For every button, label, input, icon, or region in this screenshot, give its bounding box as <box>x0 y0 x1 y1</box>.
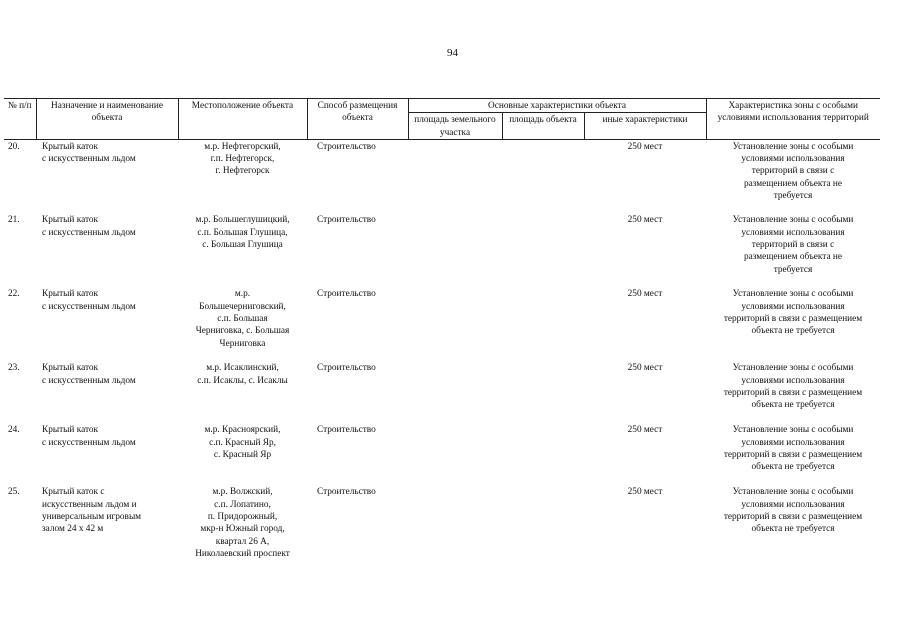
object-name-text: Крытый каток с искусственным льдом и универсальным игровым залом 24 х 42 м <box>42 487 142 535</box>
header-name: Назначение и наименование объекта <box>36 99 178 140</box>
zone-characteristic-text: Установление зоны с особыми условиями использования территорий в связи с размещением объекта не требуется <box>732 141 854 202</box>
placement-method: Строительство <box>317 363 376 374</box>
zone-characteristic <box>706 423 880 485</box>
object-name-text: Крытый каток с искусственным льдом <box>42 141 136 165</box>
table-row <box>4 423 880 485</box>
table-header <box>4 99 880 140</box>
object-area <box>502 485 584 565</box>
other-characteristics: 250 мест <box>627 289 663 300</box>
object-location-text: м.р. Большеглушицкий, с.п. Большая Глушица, с. Большая Глушица <box>195 215 290 250</box>
header-other-characteristics: иные характеристики <box>584 113 706 140</box>
row-number: 23. <box>8 363 20 374</box>
object-name <box>36 485 178 565</box>
zone-characteristic-text: Установление зоны с особыми условиями использования территорий в связи с размещением объекта не требуется <box>723 487 863 535</box>
object-location-text: м.р. Красноярский, с.п. Красный Яр, с. Красный Яр <box>204 425 281 460</box>
header-object-area: площадь объекта <box>502 113 584 140</box>
zone-characteristic-text: Установление зоны с особыми условиями использования территорий в связи с размещением объекта не требуется <box>723 363 863 411</box>
land-area <box>408 139 502 213</box>
other-characteristics: 250 мест <box>627 487 663 498</box>
table-row <box>4 287 880 361</box>
object-location-text: м.р. Волжский, с.п. Лопатино, п. Придорожный, мкр-н Южный город, квартал 26 А, Николаевский проспект <box>195 487 290 559</box>
object-area <box>502 287 584 361</box>
other-characteristics: 250 мест <box>627 141 663 152</box>
row-number: 22. <box>8 289 20 300</box>
row-number: 24. <box>8 425 20 436</box>
table-body <box>4 139 880 565</box>
zone-characteristic-text: Установление зоны с особыми условиями использования территорий в связи с размещением объекта не требуется <box>732 215 854 275</box>
placement-method: Строительство <box>317 289 376 300</box>
object-location-text: м.р. Нефтегорский, г.п. Нефтегорск, г. Нефтегорск <box>204 141 281 177</box>
header-main-characteristics: Основные характеристики объекта <box>408 99 706 113</box>
table-row <box>4 361 880 423</box>
object-location <box>178 485 307 565</box>
zone-characteristic <box>706 485 880 565</box>
object-location <box>178 423 307 485</box>
header-zone: Характеристика зоны с особыми условиями использования территорий <box>706 99 880 140</box>
other-characteristics: 250 мест <box>627 215 663 226</box>
table-row <box>4 139 880 213</box>
header-num: № п/п <box>4 99 36 140</box>
zone-characteristic-text: Установление зоны с особыми условиями использования территорий в связи с размещением объекта не требуется <box>723 425 863 473</box>
object-name-text: Крытый каток с искусственным льдом <box>42 363 136 386</box>
objects-table <box>4 98 880 565</box>
row-number: 21. <box>8 215 20 226</box>
object-name <box>36 287 178 361</box>
object-area <box>502 213 584 287</box>
object-location-text: м.р. Исаклинский, с.п. Исаклы, с. Исаклы <box>197 363 288 386</box>
land-area <box>408 287 502 361</box>
placement-method: Строительство <box>317 215 376 226</box>
object-location <box>178 139 307 213</box>
object-area <box>502 139 584 213</box>
land-area <box>408 213 502 287</box>
object-area <box>502 361 584 423</box>
object-location-text: м.р. Большечерниговский, с.п. Большая Черниговка, с. Большая Черниговка <box>195 289 290 349</box>
object-area <box>502 423 584 485</box>
object-name <box>36 213 178 287</box>
table-row <box>4 213 880 287</box>
land-area <box>408 485 502 565</box>
zone-characteristic <box>706 139 880 213</box>
zone-characteristic <box>706 287 880 361</box>
zone-characteristic <box>706 213 880 287</box>
header-location: Местоположение объекта <box>178 99 307 140</box>
page-number: 94 <box>447 47 458 59</box>
header-land-area: площадь земельного участка <box>408 113 502 140</box>
object-name-text: Крытый каток с искусственным льдом <box>42 289 136 312</box>
table-row <box>4 485 880 565</box>
object-name <box>36 139 178 213</box>
other-characteristics: 250 мест <box>627 363 663 374</box>
land-area <box>408 423 502 485</box>
other-characteristics: 250 мест <box>627 425 663 436</box>
object-name <box>36 423 178 485</box>
placement-method: Строительство <box>317 141 376 152</box>
object-location <box>178 361 307 423</box>
header-method: Способ размещения объекта <box>307 99 408 140</box>
zone-characteristic <box>706 361 880 423</box>
object-location <box>178 213 307 287</box>
placement-method: Строительство <box>317 487 376 498</box>
object-name <box>36 361 178 423</box>
object-name-text: Крытый каток с искусственным льдом <box>42 425 136 448</box>
row-number: 25. <box>8 487 20 498</box>
object-location <box>178 287 307 361</box>
zone-characteristic-text: Установление зоны с особыми условиями использования территорий в связи с размещением объекта не требуется <box>723 289 863 337</box>
object-name-text: Крытый каток с искусственным льдом <box>42 215 136 238</box>
land-area <box>408 361 502 423</box>
placement-method: Строительство <box>317 425 376 436</box>
row-number: 20. <box>8 141 20 152</box>
